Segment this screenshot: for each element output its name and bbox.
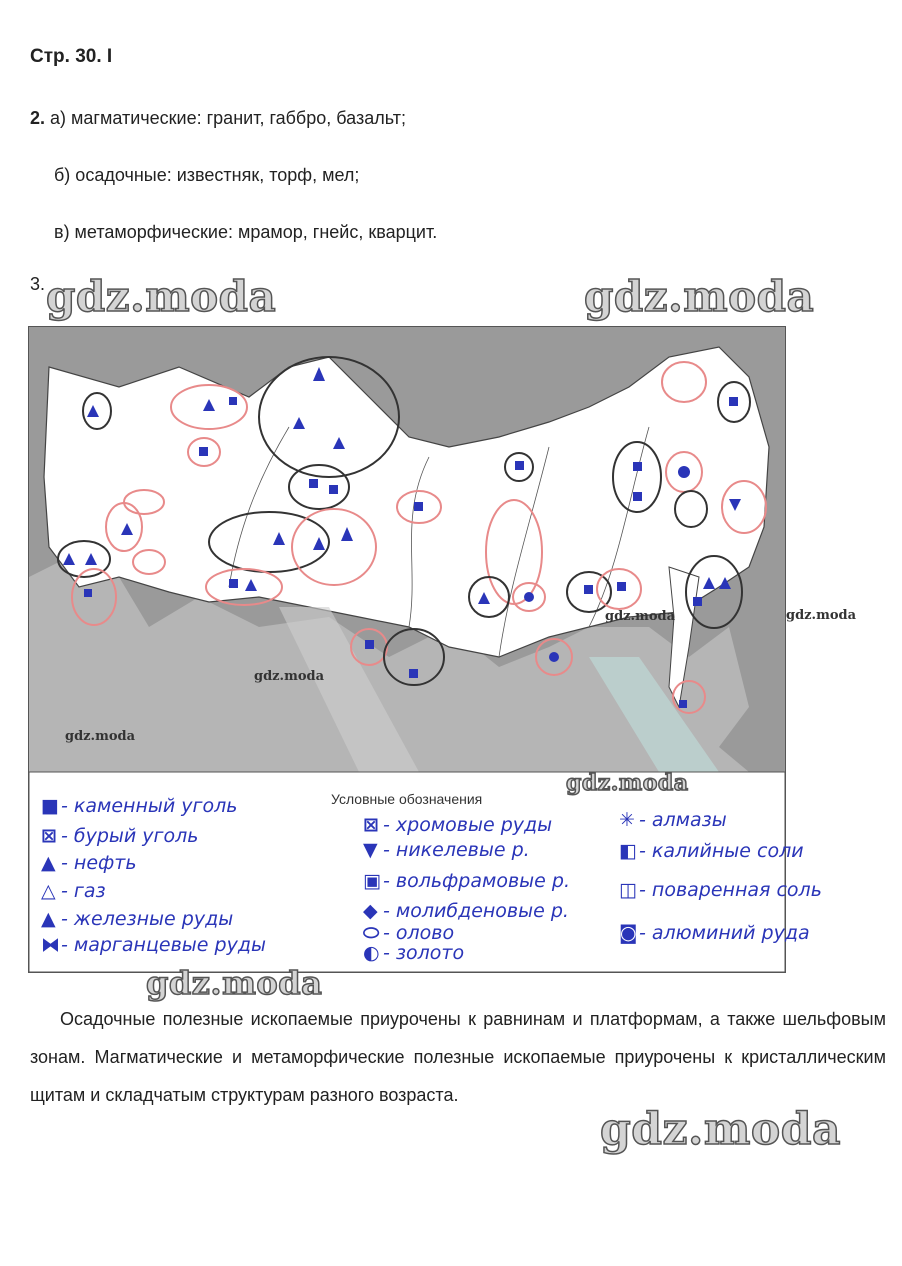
watermark-small: gdz.moda bbox=[65, 729, 136, 744]
legend-item-oil: ▲ - нефть bbox=[41, 852, 137, 874]
gas-icon: △ bbox=[41, 880, 56, 902]
legend-item-manganese-ore: ⧓- марганцевые руды bbox=[41, 934, 266, 956]
russia-minerals-map bbox=[28, 326, 822, 973]
hard-coal-icon: ■ bbox=[41, 795, 59, 817]
iron-ore-icon: ▲ bbox=[41, 908, 56, 930]
task-3-number: 3. bbox=[30, 274, 46, 294]
nickel-ore-icon: ▼ bbox=[363, 839, 378, 861]
gold-icon: ◐ bbox=[363, 942, 380, 964]
legend-item-hard-coal: ■ - каменный уголь bbox=[41, 795, 238, 817]
task-2-number: 2. bbox=[30, 108, 46, 128]
legend-item-nickel-ore: ▼ - никелевые р. bbox=[363, 839, 530, 861]
potash-salt-icon: ◧ bbox=[619, 840, 637, 862]
task-2-line-a: а) магматические: гранит, габбро, базальт; bbox=[50, 108, 406, 128]
diamonds-icon: ✳ bbox=[619, 809, 635, 831]
task-2-line-c: в) метаморфические: мрамор, гнейс, кварцит. bbox=[54, 222, 438, 242]
legend-item-tungsten-ore: ▣ - вольфрамовые р. bbox=[363, 870, 570, 892]
watermark-small: gdz.moda bbox=[605, 609, 676, 624]
legend-item-diamonds: ✳ - алмазы bbox=[619, 809, 727, 831]
legend-title: Условные обозначения bbox=[331, 791, 483, 807]
legend-item-tin: ⬭ - олово bbox=[363, 922, 455, 944]
legend-item-table-salt: ◫ - поваренная соль bbox=[619, 879, 822, 901]
legend-item-gold: ◐ - золото bbox=[363, 942, 465, 964]
brown-coal-icon: ⊠ bbox=[41, 825, 57, 847]
tungsten-ore-icon: ▣ bbox=[363, 870, 381, 892]
watermark-logo: gdz.moda bbox=[584, 272, 815, 321]
watermark-logo: gdz.moda bbox=[46, 272, 277, 321]
aluminium-ore-icon: ◙ bbox=[619, 922, 638, 944]
watermark-small: gdz.moda bbox=[254, 669, 325, 684]
legend-item-iron-ore: ▲ - железные руды bbox=[41, 908, 234, 930]
oil-icon: ▲ bbox=[41, 852, 56, 874]
task-2 bbox=[30, 104, 437, 275]
watermark-logo: gdz.moda bbox=[146, 964, 323, 1002]
task-2-line-b: б) осадочные: известняк, торф, мел; bbox=[54, 165, 360, 185]
chrome-ore-icon: ⊠ bbox=[363, 814, 379, 836]
tin-icon: ⬭ bbox=[363, 922, 380, 944]
manganese-ore-icon: ⧓ bbox=[41, 934, 60, 956]
table-salt-icon: ◫ bbox=[619, 879, 637, 901]
legend-item-molybdenum-ore: ◆ - молибденовые р. bbox=[363, 900, 569, 922]
legend-item-brown-coal: ⊠ - бурый уголь bbox=[41, 825, 199, 847]
watermark-small: gdz.moda bbox=[786, 608, 857, 623]
watermark-logo: gdz.moda bbox=[566, 770, 689, 796]
legend-item-chrome-ore: ⊠ - хромовые руды bbox=[363, 814, 553, 836]
molybdenum-ore-icon: ◆ bbox=[363, 900, 378, 922]
legend-item-potash-salt: ◧ - калийные соли bbox=[619, 840, 804, 862]
legend-item-aluminium-ore: ◙- алюминий руда bbox=[619, 922, 810, 944]
watermark-logo: gdz.moda bbox=[600, 1104, 842, 1155]
page-label: Стр. 30. I bbox=[30, 46, 113, 67]
legend-item-gas: △ - газ bbox=[41, 880, 106, 902]
conclusion-paragraph: Осадочные полезные ископаемые приурочены к равнинам и платформам, а также шельфовым зонам. Магматические и метаморфические полезные ископаемые приурочены к кристаллическим щитам и складчатым структурам разного возраста. bbox=[30, 1009, 886, 1105]
